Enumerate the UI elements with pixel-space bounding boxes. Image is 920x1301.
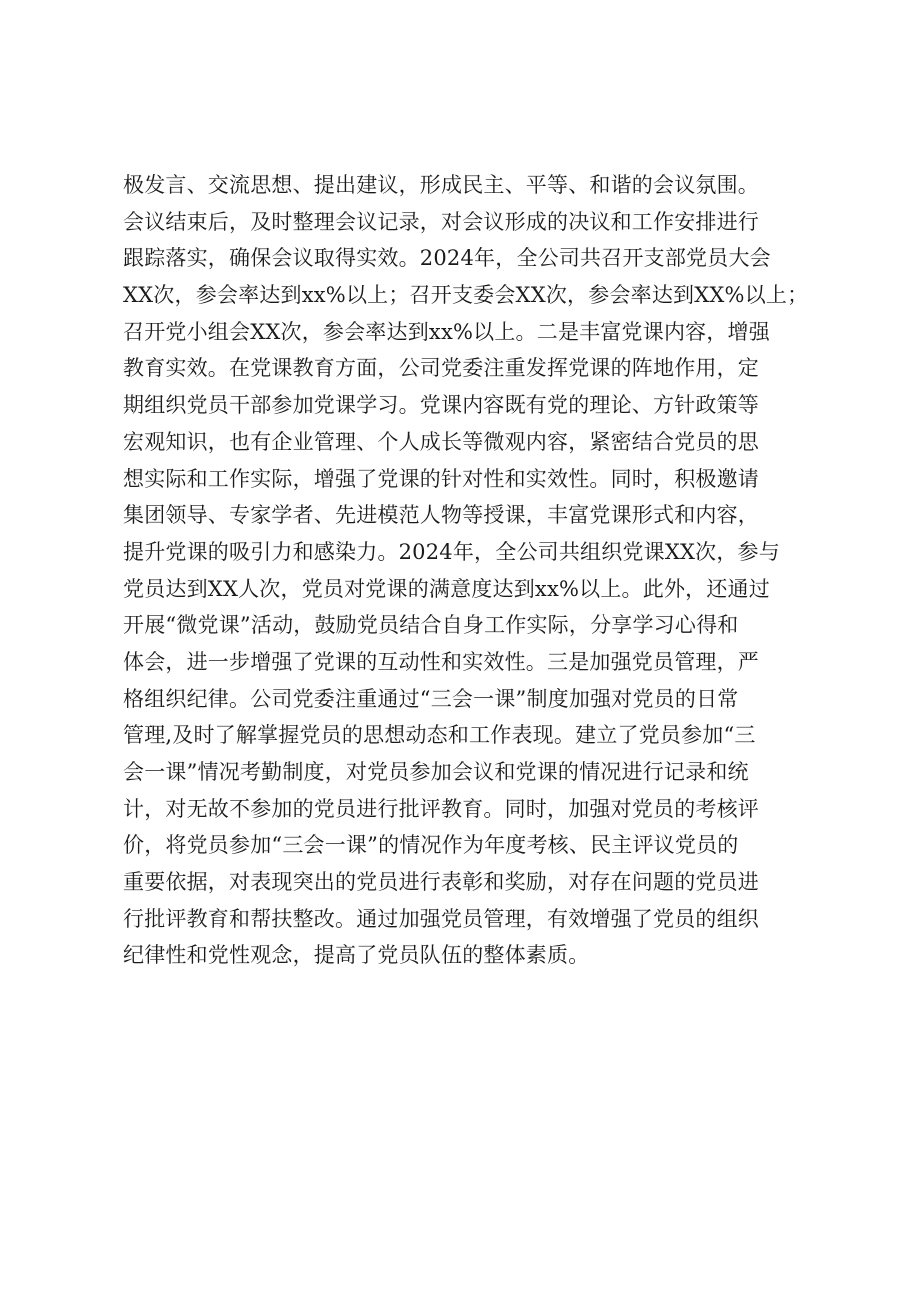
- text-line-20: 重要依据，对表现突出的党员进行表彰和奖励，对存在问题的党员进: [123, 870, 759, 895]
- text-line-21: 行批评教育和帮扶整改。通过加强党员管理，有效增强了党员的组织: [123, 906, 759, 931]
- text-line-10: 集团领导、专家学者、先进模范人物等授课，丰富党课形式和内容，: [123, 503, 759, 528]
- text-line-16: 管理,及时了解掌握党员的思想动态和工作表现。建立了党员参加“三: [123, 723, 756, 748]
- text-line-2: 会议结束后，及时整理会议记录，对会议形成的决议和工作安排进行: [123, 209, 759, 234]
- text-line-18: 计，对无故不参加的党员进行批评教育。同时，加强对党员的考核评: [123, 796, 759, 821]
- text-line-13: 开展“微党课”活动，鼓励党员结合自身工作实际，分享学习心得和: [123, 613, 739, 638]
- text-line-22: 纪律性和党性观念，提高了党员队伍的整体素质。: [123, 943, 590, 968]
- text-line-5: 召开党小组会XX次，参会率达到xx%以上。二是丰富党课内容，增强: [123, 319, 770, 344]
- text-line-6: 教育实效。在党课教育方面，公司党委注重发挥党课的阵地作用，定: [123, 356, 759, 381]
- text-line-9: 想实际和工作实际，增强了党课的针对性和实效性。同时，积极邀请: [123, 466, 759, 491]
- text-line-19: 价，将党员参加“三会一课”的情况作为年度考核、民主评议党员的: [123, 833, 739, 858]
- text-line-7: 期组织党员干部参加党课学习。党课内容既有党的理论、方针政策等: [123, 393, 759, 418]
- text-line-12: 党员达到XX人次，党员对党课的满意度达到xx%以上。此外，还通过: [123, 576, 770, 601]
- text-line-11: 提升党课的吸引力和感染力。2024年，全公司共组织党课XX次，参与: [123, 539, 780, 564]
- text-line-17: 会一课”情况考勤制度，对党员参加会议和党课的情况进行记录和统: [123, 760, 749, 784]
- text-line-1: 极发言、交流思想、提出建议，形成民主、平等、和谐的会议氛围。: [123, 173, 759, 197]
- text-line-8: 宏观知识，也有企业管理、个人成长等微观内容，紧密结合党员的思: [123, 429, 759, 454]
- text-line-4: XX次，参会率达到xx%以上；召开支委会XX次，参会率达到XX%以上；: [123, 283, 809, 308]
- text-line-14: 体会，进一步增强了党课的互动性和实效性。三是加强党员管理，严: [123, 649, 759, 674]
- text-line-15: 格组织纪律。公司党委注重通过“三会一课”制度加强对党员的日常: [123, 686, 739, 711]
- body-paragraph: [123, 167, 823, 974]
- text-line-3: 跟踪落实，确保会议取得实效。2024年，全公司共召开支部党员大会: [123, 246, 771, 271]
